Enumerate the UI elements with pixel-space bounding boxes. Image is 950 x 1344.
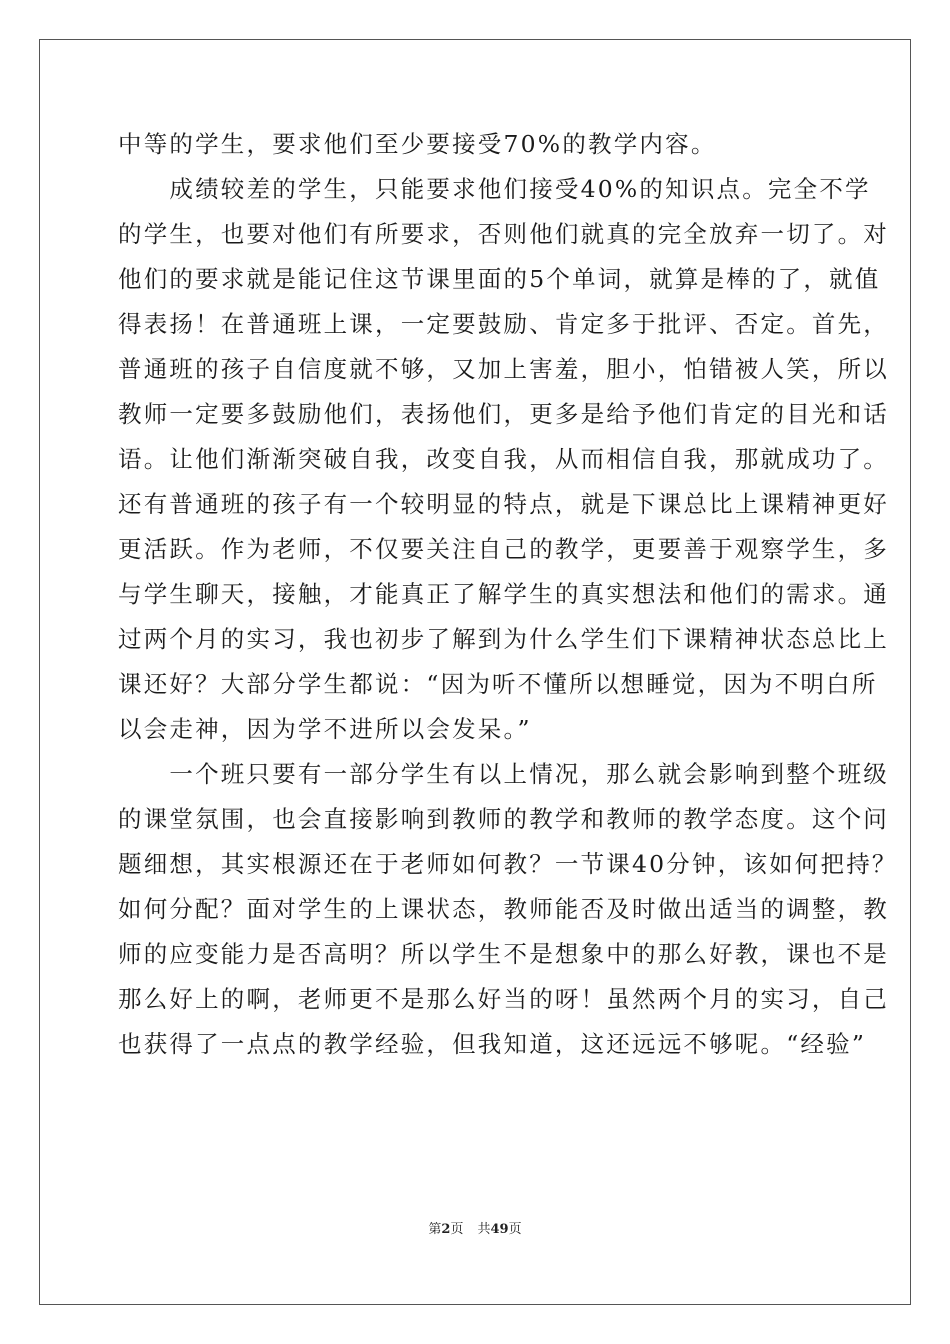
- text-line: 更活跃。作为老师，不仅要关注自己的教学，更要善于观察学生，多: [118, 535, 889, 563]
- text-line: 还有普通班的孩子有一个较明显的特点，就是下课总比上课精神更好: [118, 490, 889, 518]
- page-number: 2: [441, 1222, 451, 1237]
- text-line: 的课堂氛围，也会直接影响到教师的教学和教师的教学态度。这个问: [118, 805, 889, 833]
- text-line: 教师一定要多鼓励他们，表扬他们，更多是给予他们肯定的目光和话: [118, 400, 889, 428]
- text-line: 题细想，其实根源还在于老师如何教？一节课40分钟，该如何把持？: [118, 850, 898, 878]
- total-suffix: 页: [508, 1222, 522, 1237]
- total-pages: 49: [490, 1222, 509, 1237]
- text-line: 过两个月的实习，我也初步了解到为什么学生们下课精神状态总比上: [118, 625, 889, 653]
- text-line: 那么好上的啊，老师更不是那么好当的呀！虽然两个月的实习，自己: [118, 985, 889, 1013]
- text-line: 也获得了一点点的教学经验，但我知道，这还远远不够呢。“经验”: [118, 1030, 867, 1058]
- text-line: 以会走神，因为学不进所以会发呆。”: [118, 715, 532, 743]
- text-line: 中等的学生，要求他们至少要接受70%的教学内容。: [118, 130, 717, 158]
- page-prefix: 第: [428, 1222, 442, 1237]
- text-line: 与学生聊天，接触，才能真正了解学生的真实想法和他们的需求。通: [118, 580, 889, 608]
- page-footer: [0, 1218, 950, 1237]
- text-line: 如何分配？面对学生的上课状态，教师能否及时做出适当的调整，教: [118, 895, 889, 923]
- document-body: [118, 122, 898, 1067]
- text-line: 课还好？大部分学生都说：“因为听不懂所以想睡觉，因为不明白所: [118, 670, 878, 698]
- text-line: 一个班只要有一部分学生有以上情况，那么就会影响到整个班级: [118, 760, 889, 788]
- text-line: 师的应变能力是否高明？所以学生不是想象中的那么好教，课也不是: [118, 940, 889, 968]
- total-prefix: 共: [477, 1222, 491, 1237]
- page-suffix: 页: [450, 1222, 464, 1237]
- text-line: 语。让他们渐渐突破自我，改变自我，从而相信自我，那就成功了。: [118, 445, 889, 473]
- text-line: 得表扬！在普通班上课，一定要鼓励、肯定多于批评、否定。首先，: [118, 310, 889, 338]
- text-line: 的学生，也要对他们有所要求，否则他们就真的完全放弃一切了。对: [118, 220, 889, 248]
- text-line: 成绩较差的学生，只能要求他们接受40%的知识点。完全不学: [118, 175, 871, 203]
- text-line: 他们的要求就是能记住这节课里面的5个单词，就算是棒的了，就值: [118, 265, 881, 293]
- text-line: 普通班的孩子自信度就不够，又加上害羞，胆小，怕错被人笑，所以: [118, 355, 889, 383]
